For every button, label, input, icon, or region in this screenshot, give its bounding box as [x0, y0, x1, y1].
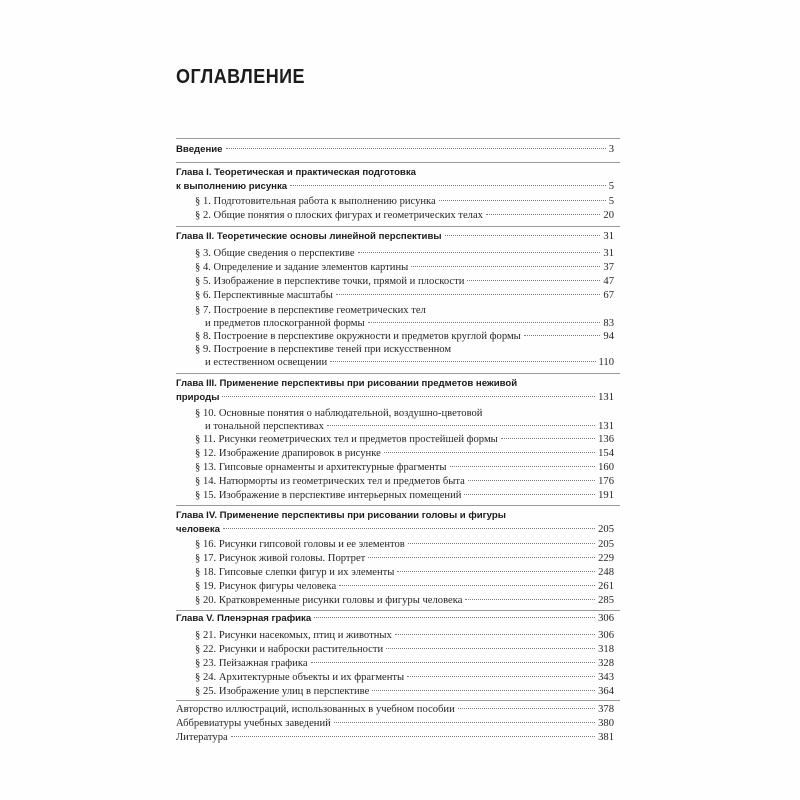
toc-section-10-line-1[interactable]: § 10. Основные понятия о наблюдательной, воздушно-цветовой — [195, 408, 483, 419]
separator — [176, 138, 620, 139]
toc-section-4[interactable]: § 4. Определение и задание элементов картины 37 — [195, 262, 614, 273]
toc-entry-bibliography[interactable]: Литература 381 — [176, 732, 614, 743]
page-number: 285 — [598, 595, 614, 606]
page-number: 176 — [598, 476, 614, 487]
toc-chapter-3-title[interactable]: Глава III. Применение перспективы при рисовании предметов неживой — [176, 378, 518, 389]
page-number: 31 — [603, 231, 614, 242]
toc-section-11[interactable]: § 11. Рисунки геометрических тел и предметов простейшей формы 136 — [195, 434, 614, 445]
toc-section-10[interactable]: и тональной перспективах 131 — [205, 421, 614, 432]
page-number: 318 — [598, 644, 614, 655]
page-number: 261 — [598, 581, 614, 592]
page-number: 37 — [603, 262, 614, 273]
toc-section-9-line-1[interactable]: § 9. Построение в перспективе теней при искусственном — [195, 344, 452, 355]
toc-entry-abbreviations[interactable]: Аббревиатуры учебных заведений 380 — [176, 718, 614, 729]
toc-section-6[interactable]: § 6. Перспективные масштабы 67 — [195, 290, 614, 301]
toc-section-20[interactable]: § 20. Кратковременные рисунки головы и фигуры человека 285 — [195, 595, 614, 606]
toc-section-16[interactable]: § 16. Рисунки гипсовой головы и ее элементов 205 — [195, 539, 614, 550]
page-number: 381 — [598, 732, 614, 743]
page-number: 20 — [603, 210, 614, 221]
page-number: 306 — [598, 613, 614, 624]
toc-section-9[interactable]: и естественном освещении 110 — [205, 357, 614, 368]
page-number: 131 — [598, 421, 614, 432]
page-number: 83 — [603, 318, 614, 329]
page-number: 67 — [603, 290, 614, 301]
toc-chapter-4-title[interactable]: Глава IV. Применение перспективы при рисовании головы и фигуры — [176, 510, 506, 521]
toc-section-8[interactable]: § 8. Построение в перспективе окружности и предметов круглой формы 94 — [195, 331, 614, 342]
page-number: 3 — [608, 144, 614, 155]
page-number: 5 — [608, 196, 614, 207]
toc-chapter-3[interactable]: природы 131 — [176, 392, 614, 403]
toc-section-3[interactable]: § 3. Общие сведения о перспективе 31 — [195, 248, 614, 259]
toc-section-7-line-1[interactable]: § 7. Построение в перспективе геометрических тел — [195, 305, 426, 316]
page-number: 110 — [598, 357, 614, 368]
toc-chapter-1[interactable]: к выполнению рисунка 5 — [176, 181, 614, 192]
toc-section-13[interactable]: § 13. Гипсовые орнаменты и архитектурные фрагменты 160 — [195, 462, 614, 473]
separator — [176, 700, 620, 701]
page-number: 31 — [603, 248, 614, 259]
toc-section-14[interactable]: § 14. Натюрморты из геометрических тел и предметов быта 176 — [195, 476, 614, 487]
page-number: 191 — [598, 490, 614, 501]
page-number: 205 — [598, 524, 614, 535]
page-number: 380 — [598, 718, 614, 729]
toc-section-15[interactable]: § 15. Изображение в перспективе интерьерных помещений 191 — [195, 490, 614, 501]
page-number: 94 — [603, 331, 614, 342]
page-number: 229 — [598, 553, 614, 564]
page-number: 364 — [598, 686, 614, 697]
page-number: 5 — [608, 181, 614, 192]
page-number: 248 — [598, 567, 614, 578]
toc-section-21[interactable]: § 21. Рисунки насекомых, птиц и животных 306 — [195, 630, 614, 641]
page-number: 154 — [598, 448, 614, 459]
toc-section-5[interactable]: § 5. Изображение в перспективе точки, прямой и плоскости 47 — [195, 276, 614, 287]
page-number: 205 — [598, 539, 614, 550]
toc-chapter-4[interactable]: человека 205 — [176, 524, 614, 535]
toc-chapter-5[interactable]: Глава V. Пленэрная графика 306 — [176, 613, 614, 624]
toc-chapter-1-title[interactable]: Глава I. Теоретическая и практическая подготовка — [176, 167, 416, 178]
toc-entry-illustration-credits[interactable]: Авторство иллюстраций, использованных в учебном пособии 378 — [176, 704, 614, 715]
separator — [176, 226, 620, 227]
toc-section-23[interactable]: § 23. Пейзажная графика 328 — [195, 658, 614, 669]
toc-section-22[interactable]: § 22. Рисунки и наброски растительности 318 — [195, 644, 614, 655]
toc-section-25[interactable]: § 25. Изображение улиц в перспективе 364 — [195, 686, 614, 697]
toc-section-12[interactable]: § 12. Изображение драпировок в рисунке 154 — [195, 448, 614, 459]
page-number: 136 — [598, 434, 614, 445]
page-number: 378 — [598, 704, 614, 715]
toc-section-7[interactable]: и предметов плоскогранной формы 83 — [205, 318, 614, 329]
page-number: 306 — [598, 630, 614, 641]
toc-entry-introduction[interactable]: Введение 3 — [176, 144, 614, 155]
toc-section-1[interactable]: § 1. Подготовительная работа к выполнению рисунка 5 — [195, 196, 614, 207]
page-number: 47 — [603, 276, 614, 287]
toc-section-19[interactable]: § 19. Рисунок фигуры человека 261 — [195, 581, 614, 592]
page-number: 131 — [598, 392, 614, 403]
page-number: 160 — [598, 462, 614, 473]
toc-section-18[interactable]: § 18. Гипсовые слепки фигур и их элементы 248 — [195, 567, 614, 578]
separator — [176, 505, 620, 506]
toc-chapter-2[interactable]: Глава II. Теоретические основы линейной перспективы 31 — [176, 231, 614, 242]
toc-section-24[interactable]: § 24. Архитектурные объекты и их фрагменты 343 — [195, 672, 614, 683]
toc-section-2[interactable]: § 2. Общие понятия о плоских фигурах и геометрических телах 20 — [195, 210, 614, 221]
separator — [176, 162, 620, 163]
page-number: 343 — [598, 672, 614, 683]
page-number: 328 — [598, 658, 614, 669]
separator — [176, 373, 620, 374]
page-title: ОГЛАВЛЕНИЕ — [176, 66, 306, 88]
toc-section-17[interactable]: § 17. Рисунок живой головы. Портрет 229 — [195, 553, 614, 564]
